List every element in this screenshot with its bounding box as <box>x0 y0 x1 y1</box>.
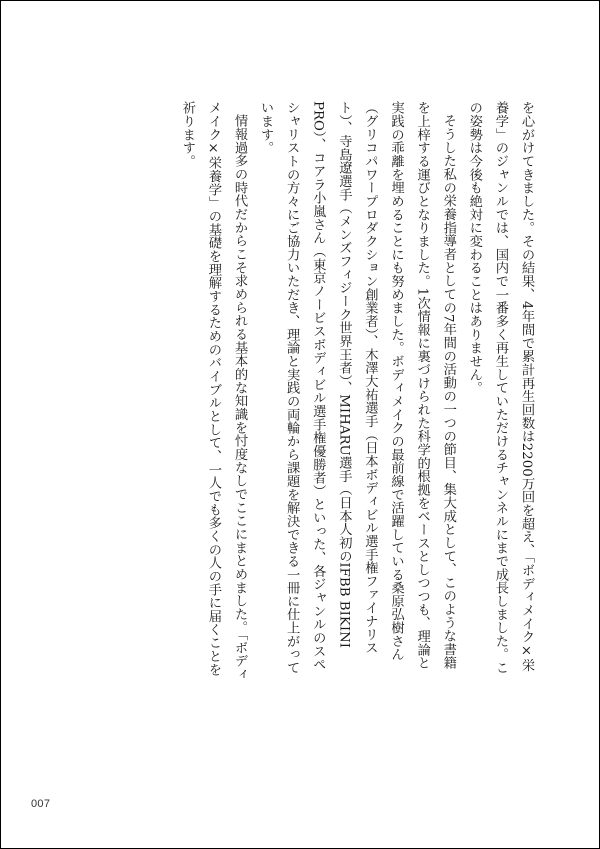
paragraph-1: を心がけてきました。その結果、4年間で累計再生回数は2200万回を超え、「ボディメイク×栄養学」のジャンルでは、国内で一番多く再生していただけるチャンネルにまで成長しました。この姿勢は今後も絶対に変わることはありません。 <box>466 101 534 675</box>
vertical-body-text <box>139 101 539 681</box>
page-number: 007 <box>31 798 51 810</box>
paragraph-2: そうした私の栄養指導者としての7年間の活動の一つの節目、集大成として、このような書籍を上梓する運びとなりました。1次情報に裏づけられた科学的根拠をベースとしつつも、理論と実践の乖離を埋めることにも努めました。ボディメイクの最前線で活躍している桑原弘樹さん（グリコパワープロダクション創業者）、木澤大祐選手（日本ボディビル選手権ファイナリスト）、寺島遼選手（メンズフィジーク世界王者）、MIHARU選手（日本人初のIFBB BIKINI PRO）、コアラ小嵐さん（東京ノービスボディビル選手権優勝者）といった、各ジャンルのスペシャリストの方々にご協力いただき、理論と実践の両輪から課題を解決できる一冊に仕上がっています。 <box>258 101 456 675</box>
paragraph-3: 情報過多の時代だからこそ求められる基本的な知識を忖度なしでここにまとめました。「ボディメイク×栄養学」の基礎を理解するためのバイブルとして、一人でも多くの人の手に届くことを祈ります。 <box>179 101 247 681</box>
